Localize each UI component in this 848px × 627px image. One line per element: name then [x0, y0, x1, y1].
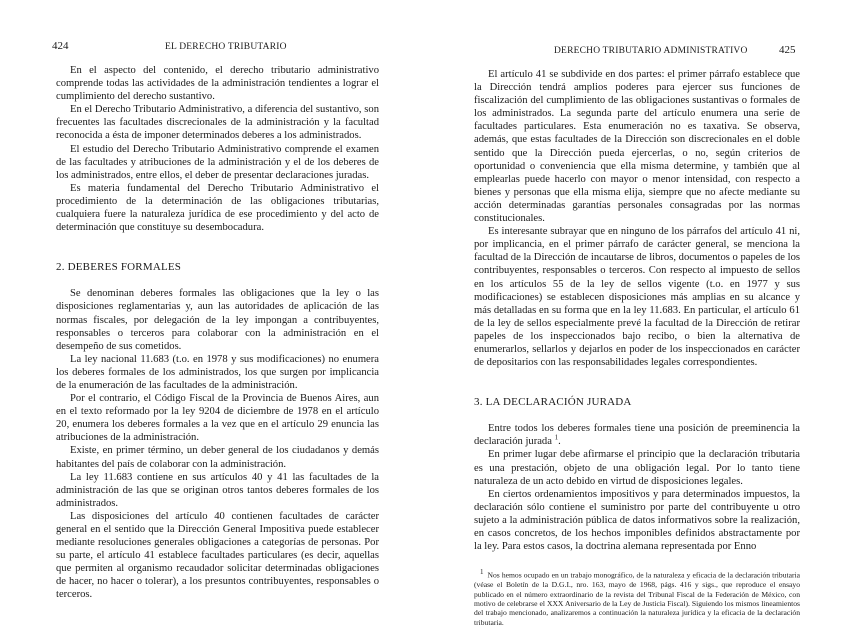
running-head: DERECHO TRIBUTARIO ADMINISTRATIVO	[554, 46, 748, 56]
paragraph: En primer lugar debe afirmarse el principio que la declaración tributaria es una prestación, objeto de una obligación legal. Por lo tanto tiene naturaleza de un acto debido en virtud de disposiciones legales.	[474, 449, 800, 487]
paragraph: Es materia fundamental del Derecho Tributario Administrativo el procedimiento de la determinación de las obligaciones tributarias, cualquiera fuere la naturaleza jurídica de ese procedimiento y del acto de determinación que constituye su desembocadura.	[56, 182, 379, 234]
paragraph-text: Entre todos los deberes formales tiene una posición de preeminencia la declaración jurada	[474, 423, 800, 448]
paragraph: En ciertos ordenamientos impositivos y para determinados impuestos, la declaración sólo contiene el suministro por parte del contribuyente u otro sujeto a la administración pública de datos informativos sobre la realización, en casos concretos, de los hechos imponibles definidos abstractamente por la ley. Para estos casos, la doctrina alemana representada por Enno	[474, 488, 800, 553]
running-head: EL DERECHO TRIBUTARIO	[165, 42, 287, 52]
footnote	[474, 568, 800, 627]
paragraph	[474, 422, 800, 448]
paragraph: El estudio del Derecho Tributario Administrativo comprende el examen de las facultades y atribuciones de la administración y el de los deberes de los administrados, entre ellos, el deber de presentar declaraciones juradas.	[56, 143, 379, 181]
footnote-text: Nos hemos ocupado en un trabajo monográfico, de la naturaleza y eficacia de la declaración tributaria (véase el Boletín de la D.G.I., nro. 163, mayo de 1968, págs. 416 y sigs., que reproduce el ensayo publicado en el número extraordinario de la revista del Tribunal Fiscal de la Federación de México, con motivo de celebrarse el XXX Aniversario de la Ley de Justicia Fiscal). Siguiendo los mismos lineamientos del trabajo mencionado, analizaremos a continuación la naturaleza jurídica y la eficacia de la declaración tributaria.	[474, 570, 800, 627]
paragraph-text-end: .	[558, 436, 561, 448]
paragraph: Por el contrario, el Código Fiscal de la Provincia de Buenos Aires, aun en el texto reformado por la ley 9204 de diciembre de 1978 en el artículo 20, enumera los deberes formales a la vez que en el artículo 29 enuncia las atribuciones de la administración.	[56, 393, 379, 444]
paragraph: Es interesante subrayar que en ninguno de los párrafos del artículo 41 ni, por implicancia, en el primer párrafo de carácter general, se menciona la facultad de la Dirección de incautarse de libros, documentos o papeles de los contribuyentes, responsables o terceros. Con respecto al impuesto de sellos en los artículos 55 de la ley de sellos vigente (t.o. en 1977 y sus modificaciones) se establecen disposiciones más amplias en su alcance y más detalladas en su forma que en la ley 11.683. En particular, el artículo 61 de la ley de sellos especialmente prevé la facultad de la Dirección de retirar papeles de los inspeccionados bajo recibo, o bien la alternativa de enumerarlos, sellarlos y dejarlos en poder de los inspeccionados en carácter de depositarios con las responsabilidades legales correspondientes.	[474, 226, 800, 369]
right-page	[424, 0, 848, 627]
page-number: 424	[52, 40, 69, 52]
paragraph: Las disposiciones del artículo 40 contienen facultades de carácter general en el sentido que la Dirección General Impositiva puede establecer mediante resoluciones generales obligaciones a categorías de personas. Por su parte, el artículo 41 establece facultades particulares (es decir, aquellas que permiten al organismo recaudador solicitar determinadas obligaciones de hacer, no hacer o tolerar), a los presuntos contribuyentes, responsables o terceros.	[56, 510, 379, 601]
paragraph: En el Derecho Tributario Administrativo, a diferencia del sustantivo, son frecuentes las facultades discrecionales de la administración y la facultad reconocida a ésta de imponer determinados deberes a los administrados.	[56, 104, 379, 142]
section-heading: 2. DEBERES FORMALES	[56, 261, 182, 274]
paragraph: La ley nacional 11.683 (t.o. en 1978 y sus modificaciones) no enumera los deberes formales de los administrados, los que surgen por implicancia de la enumeración de las facultades de la administración.	[56, 353, 379, 391]
left-body	[56, 64, 379, 602]
page-number: 425	[779, 44, 796, 56]
footnote-rule	[474, 563, 554, 564]
spacer	[474, 369, 800, 382]
paragraph: El artículo 41 se subdivide en dos partes: el primer párrafo establece que la Dirección tendrá amplios poderes para ejercer sus funciones de fiscalización del cumplimiento de las obligaciones sustantivas o formales de los administrados. La segunda parte del artículo enumera una serie de facultades particulares. Esta enumeración no es taxativa. Se observa, además, que estas facultades de la Dirección son discrecionales en el doble sentido que la Dirección pueda ejercerlas, o no, según criterios de oportunidad o conveniencia que ella misma determine, y también que al emplearlas puede hacerlo con mayor o menor intensidad, con respecto a bienes y personas que ella misma elija, siempre que no afecte mediante su acción determinadas garantías personales consagradas por las normas constitucionales.	[474, 69, 800, 225]
paragraph: Se denominan deberes formales las obligaciones que la ley o las disposiciones reglamentarias y, aun las autoridades de aplicación de las normas fiscales, por delegación de la ley impongan a contribuyentes, responsables o terceros para colaborar con la administración en el desempeño de sus cometidos.	[56, 288, 379, 352]
section-heading: 3. LA DECLARACIÓN JURADA	[474, 396, 632, 409]
right-body	[474, 68, 800, 627]
spacer	[56, 234, 379, 247]
paragraph: Existe, en primer término, un deber general de los ciudadanos y demás habitantes del país de colaborar con la administración.	[56, 445, 379, 470]
paragraph: La ley 11.683 contiene en sus artículos 40 y 41 las facultades de la administración de las que se originan otros tantos deberes formales de los administrados.	[56, 471, 379, 509]
left-page	[0, 0, 424, 609]
footnote-number: 1	[480, 568, 484, 577]
footnote-reference[interactable]: 1	[554, 433, 559, 442]
paragraph: En el aspecto del contenido, el derecho tributario administrativo comprende todas las actividades de la administración tendientes a lograr el cumplimiento del derecho sustantivo.	[56, 65, 379, 103]
